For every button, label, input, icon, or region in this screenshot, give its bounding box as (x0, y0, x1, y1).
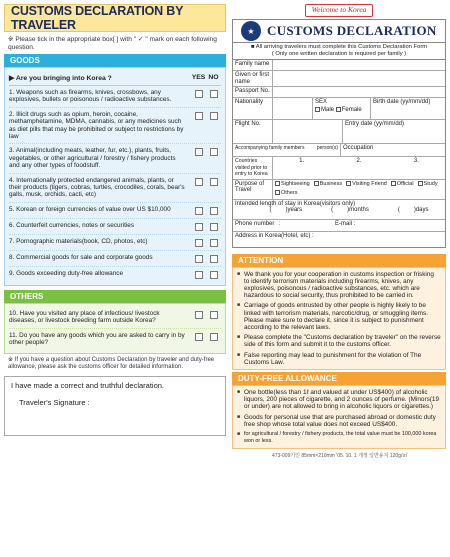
no-checkbox[interactable] (210, 90, 218, 98)
attention-item: ■ Carriage of goods entrusted by other people is highly likely to be linked with terrorism materials, narcotic/drug, or smuggling items. Please make sure to declare it, since it is subject to punishment according to the relevant laws. (237, 302, 441, 331)
traveler-declaration-side (4, 4, 226, 553)
question-item: 4. Internationally protected endangered animals, plants, or their products (tigers, cobras, turtles, crocodiles, corals, bear's galls, musk, orchids, cacti, etc) (9, 174, 221, 203)
no-header: NO (208, 74, 219, 81)
duty-free-item: ■ One bottle(less than 1ℓ and valued at under US$400) of alcoholic liquors, 200 pieces of cigarette, and 2 ounces of perfume. (Minors(19 or under) are not allowed to bring in alcoholic liquors or cigarettes.) (237, 389, 441, 411)
female-checkbox[interactable] (336, 107, 341, 112)
yes-checkbox[interactable] (195, 148, 203, 156)
flight-field[interactable] (273, 120, 343, 143)
accompanying-field[interactable]: Accompanying family members person(s) (233, 144, 341, 156)
duty-free-item: ■ for agricultural / forestry / fishery products, the total value must be 100,000 korea won or less. (237, 431, 441, 445)
goods-section-header: GOODS (4, 54, 226, 67)
question-item: 5. Korean or foreign currencies of value over US $10,000 (9, 203, 221, 219)
occupation-field[interactable]: Occupation (343, 145, 374, 151)
form-header (232, 19, 446, 43)
attention-header: ATTENTION (232, 254, 446, 267)
visiting-friend-checkbox[interactable] (346, 181, 351, 186)
nationality-field[interactable] (273, 98, 313, 119)
male-checkbox[interactable] (315, 107, 320, 112)
yes-checkbox[interactable] (195, 239, 203, 247)
no-checkbox[interactable] (210, 148, 218, 156)
purpose-field: Sightseeing Business Visiting Friend Official Study Others (273, 180, 445, 199)
yes-checkbox[interactable] (195, 311, 203, 319)
question-item: 7. Pornographic materials(book, CD, photos, etc) (9, 235, 221, 251)
declaration-box (4, 376, 226, 436)
question-item: 9. Goods exceeding duty-free allowance (9, 267, 221, 282)
yes-checkbox[interactable] (195, 333, 203, 341)
help-footnote: ※ If you have a question about Customs Declaration by traveler and duty-free allowance, please ask the customs officer for detailed information. (8, 356, 215, 370)
no-checkbox[interactable] (210, 239, 218, 247)
address-field[interactable]: Address in Korea(Hotel, etc) : (235, 232, 314, 239)
welcome-banner: Welcome to Korea (232, 4, 446, 17)
question-header (9, 70, 221, 86)
yes-checkbox[interactable] (195, 255, 203, 263)
entry-date-field[interactable]: Entry date (yy/mm/dd) (345, 121, 405, 127)
study-checkbox[interactable] (418, 181, 423, 186)
sightseeing-checkbox[interactable] (275, 181, 280, 186)
yes-header: YES (191, 74, 206, 81)
no-checkbox[interactable] (210, 311, 218, 319)
duty-free-header: DUTY-FREE ALLOWANCE (232, 372, 446, 385)
others-section-header: OTHERS (4, 290, 226, 303)
question-item: 6. Counterfeit currencies, notes or securities (9, 219, 221, 235)
email-field[interactable]: E-mail : (335, 220, 356, 227)
tick-instruction: ※ Please tick in the appropriate box[ ] with " ✓ " mark on each following question. (8, 36, 217, 51)
form-instruction: ■ All arriving travelers must complete this Customs Declaration Form ( Only one written declaration is required per family ) (232, 43, 446, 59)
no-checkbox[interactable] (210, 178, 218, 186)
sex-field: SEX Male Female (313, 98, 371, 119)
yes-checkbox[interactable] (195, 271, 203, 279)
countries-field[interactable]: 1. 2. 3. (299, 158, 419, 164)
goods-section (4, 67, 226, 286)
traveler-info-form: Family name Given or first name Passport No. Nationality SEX Male Female Birth date (yy/mm/dd) Flight No. Entry date (yy/mm/dd) Accompanying family members person(s) Occupation Countries visited prior to entry to Korea 1. 2. 3. Purpose of Travel Sightseeing Business Visiting Friend Official Study Others Intended length of stay in Korea(visitors only) ( )years ( )months ( )days Phone number : E-mail : Address in Korea(Hotel, etc) : (232, 59, 446, 248)
birth-date-field[interactable]: Birth date (yy/mm/dd) (373, 99, 431, 105)
duty-free-item: ■ Goods for personal use that are purchased abroad or domestic duty free shop whose total value does not exceed US$400. (237, 414, 441, 428)
form-footer-code: 473-009기인 85mm×210mm '05. 10. 1 개정 일반용지 120g/㎡ (272, 453, 408, 460)
attention-item: ■ False reporting may lead to punishment for the violation of The Customs Law. (237, 352, 441, 366)
no-checkbox[interactable] (210, 112, 218, 120)
no-checkbox[interactable] (210, 271, 218, 279)
korea-customs-emblem-icon: ★ (241, 21, 261, 41)
no-checkbox[interactable] (210, 333, 218, 341)
question-item: 1. Weapons such as firearms, knives, crossbows, any explosives, bullets or poisonous / radioactive substances. (9, 86, 221, 108)
yes-checkbox[interactable] (195, 178, 203, 186)
others-checkbox[interactable] (275, 190, 280, 195)
left-title: CUSTOMS DECLARATION BY TRAVELER (4, 4, 226, 32)
others-section (4, 303, 226, 354)
yes-checkbox[interactable] (195, 223, 203, 231)
attention-section (232, 267, 446, 370)
business-checkbox[interactable] (314, 181, 319, 186)
question-item: 2. Illicit drugs such as opium, heroin, cocaine, methamphetamine, MDMA, cannabis, or any medicines such as diet pills that may be prohibited or subject to restrictions by law (9, 108, 221, 145)
question-text: ▶ Are you bringing into Korea ? (9, 75, 112, 82)
family-name-field[interactable] (273, 60, 445, 70)
given-name-field[interactable] (273, 71, 445, 86)
yes-checkbox[interactable] (195, 112, 203, 120)
official-checkbox[interactable] (391, 181, 396, 186)
no-checkbox[interactable] (210, 207, 218, 215)
attention-item: ■ Please complete the "Customs declaration by traveler" on the reverse side of this form and submit it to the customs officer. (237, 334, 441, 348)
customs-declaration-form (232, 4, 446, 553)
stay-length-field[interactable]: Intended length of stay in Korea(visitors only) ( )years ( )months ( )days (233, 200, 445, 220)
declaration-statement: I have made a correct and truthful declaration. (11, 380, 165, 390)
question-item: 3. Animal(including meats, leather, fur, etc.), plants, fruits, vegetables, or other agricultural / forestry / fishery products and any other types of foodstuff. (9, 144, 221, 173)
no-checkbox[interactable] (210, 223, 218, 231)
duty-free-section (232, 385, 446, 449)
attention-item: ■ We thank you for your cooperation in customs inspection or frisking to identify terrorism materials including firearms, knives, any explosives, poisonous / radioactive substances, etc. which are hazardous to social security, thus prohibited to be carried in. (237, 271, 441, 300)
form-title: CUSTOMS DECLARATION (267, 23, 437, 38)
question-item: 8. Commercial goods for sale and corporate goods (9, 251, 221, 267)
passport-field[interactable] (273, 87, 445, 97)
yes-checkbox[interactable] (195, 207, 203, 215)
signature-field[interactable]: Traveler's Signature : (19, 397, 90, 407)
yes-checkbox[interactable] (195, 90, 203, 98)
question-item: 11. Do you have any goods which you are asked to carry in by other people? (9, 329, 221, 350)
no-checkbox[interactable] (210, 255, 218, 263)
question-item: 10. Have you visited any place of infectious/ livestock diseases, or livestock breeding farm outside Korea? (9, 307, 221, 329)
phone-field[interactable]: Phone number : (235, 220, 281, 227)
